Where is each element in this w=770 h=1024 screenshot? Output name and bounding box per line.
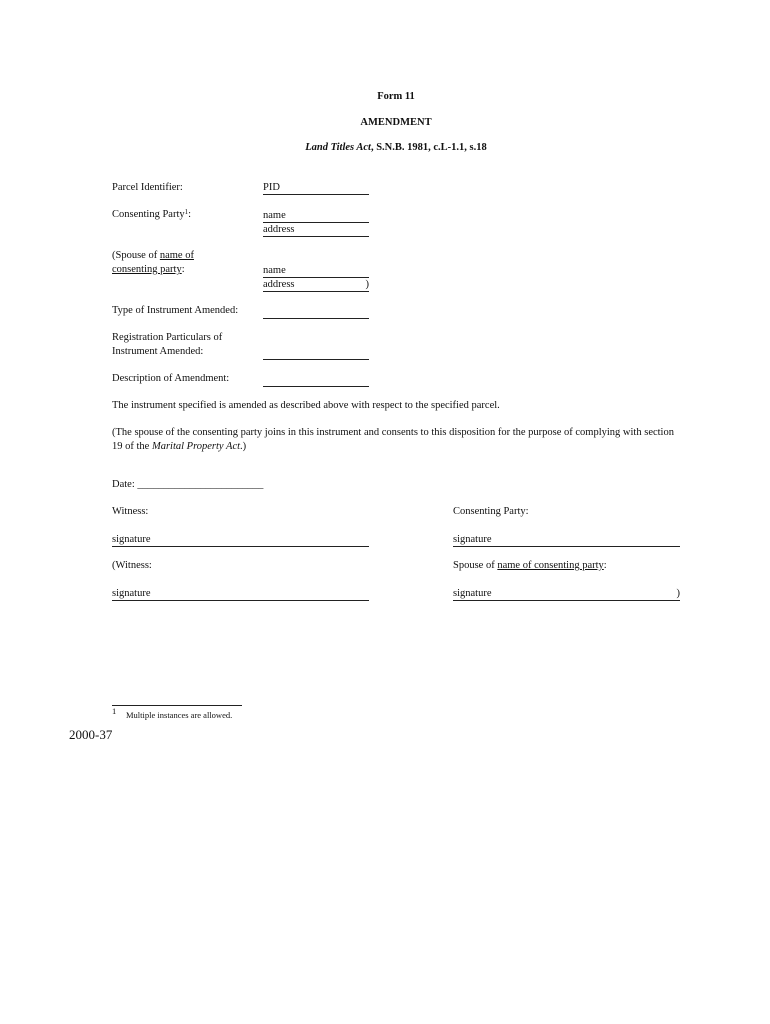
- spouse-address-field[interactable]: [263, 278, 369, 292]
- act-title: Land Titles Act: [305, 142, 371, 153]
- instrument-type-field[interactable]: [263, 305, 369, 319]
- spouse-label-prefix: (Spouse of: [112, 250, 160, 261]
- form-number: Form 11: [377, 91, 415, 102]
- spouse-label-name-of: name of: [159, 250, 194, 261]
- consenting-party-signature-field[interactable]: [453, 533, 680, 547]
- footnote-marker: 1: [112, 706, 117, 716]
- consenting-party-name-placeholder: name: [263, 210, 286, 221]
- description-field[interactable]: [263, 373, 369, 387]
- spouse-clause-prefix: (The spouse of the consenting party joins in this instrument and consents to this disposition for the purpose of complying with section 19 of the: [112, 427, 674, 452]
- spouse-name-placeholder: name: [263, 265, 286, 276]
- spouse-label-consenting-party: consenting party: [112, 264, 182, 275]
- spouse-name-field[interactable]: [263, 264, 369, 278]
- marital-property-act: Marital Property Act: [151, 441, 241, 452]
- page-number: 2000-37: [69, 727, 113, 742]
- consenting-party-label-text: Consenting Party: [112, 209, 185, 220]
- spouse-signature-close-paren: ): [676, 588, 680, 599]
- amendment-statement: The instrument specified is amended as described above with respect to the specified parcel.: [112, 400, 500, 411]
- consenting-party-name-field[interactable]: [263, 209, 369, 223]
- footnote-reference: 1: [184, 208, 189, 216]
- consenting-party-signature-placeholder: signature: [453, 534, 492, 545]
- spouse-consent-clause: [112, 426, 687, 454]
- footnote-divider: [112, 705, 242, 706]
- spouse-signature-field[interactable]: [453, 587, 680, 601]
- consenting-party-address-placeholder: address: [263, 224, 295, 235]
- spouse-signature-label: [453, 560, 607, 571]
- parcel-identifier-value: PID: [263, 182, 280, 193]
- spouse-close-paren: ): [365, 279, 369, 290]
- spouse-clause-suffix: .): [240, 441, 247, 452]
- witness-label: Witness:: [112, 506, 149, 517]
- act-citation: , S.N.B. 1981, c.L-1.1, s.18: [370, 142, 487, 153]
- spouse-label-line2: [112, 264, 185, 275]
- instrument-type-label: Type of Instrument Amended:: [112, 305, 239, 316]
- act-reference: [0, 142, 770, 153]
- registration-particulars-field[interactable]: [263, 346, 369, 360]
- spouse-signature-label-prefix: Spouse of: [453, 560, 498, 571]
- spouse-address-placeholder: address: [263, 279, 295, 290]
- date-field[interactable]: Date: ________________________: [112, 479, 264, 490]
- spouse-signature-label-colon: :: [603, 560, 607, 571]
- spouse-signature-placeholder: signature: [453, 588, 492, 599]
- consenting-party-label: [112, 209, 191, 220]
- registration-particulars-label-line1: Registration Particulars of: [112, 332, 223, 343]
- spouse-label-colon: :: [181, 264, 185, 275]
- description-label: Description of Amendment:: [112, 373, 230, 384]
- parcel-identifier-label: Parcel Identifier:: [112, 182, 183, 193]
- footnote-text: Multiple instances are allowed.: [126, 710, 233, 720]
- spouse-label-line1: [112, 250, 194, 261]
- spouse-signature-label-name: name of consenting party: [497, 560, 604, 571]
- witness2-label: (Witness:: [112, 560, 152, 571]
- consenting-party-signature-label: Consenting Party:: [453, 506, 529, 517]
- witness-signature-placeholder: signature: [112, 534, 151, 545]
- parcel-identifier-field[interactable]: [263, 181, 369, 195]
- witness2-signature-placeholder: signature: [112, 588, 151, 599]
- consenting-party-label-colon: :: [188, 209, 192, 220]
- consenting-party-address-field[interactable]: [263, 223, 369, 237]
- witness2-signature-field[interactable]: [112, 587, 369, 601]
- witness-signature-field[interactable]: [112, 533, 369, 547]
- form-title: AMENDMENT: [360, 117, 432, 128]
- registration-particulars-label-line2: Instrument Amended:: [112, 346, 204, 357]
